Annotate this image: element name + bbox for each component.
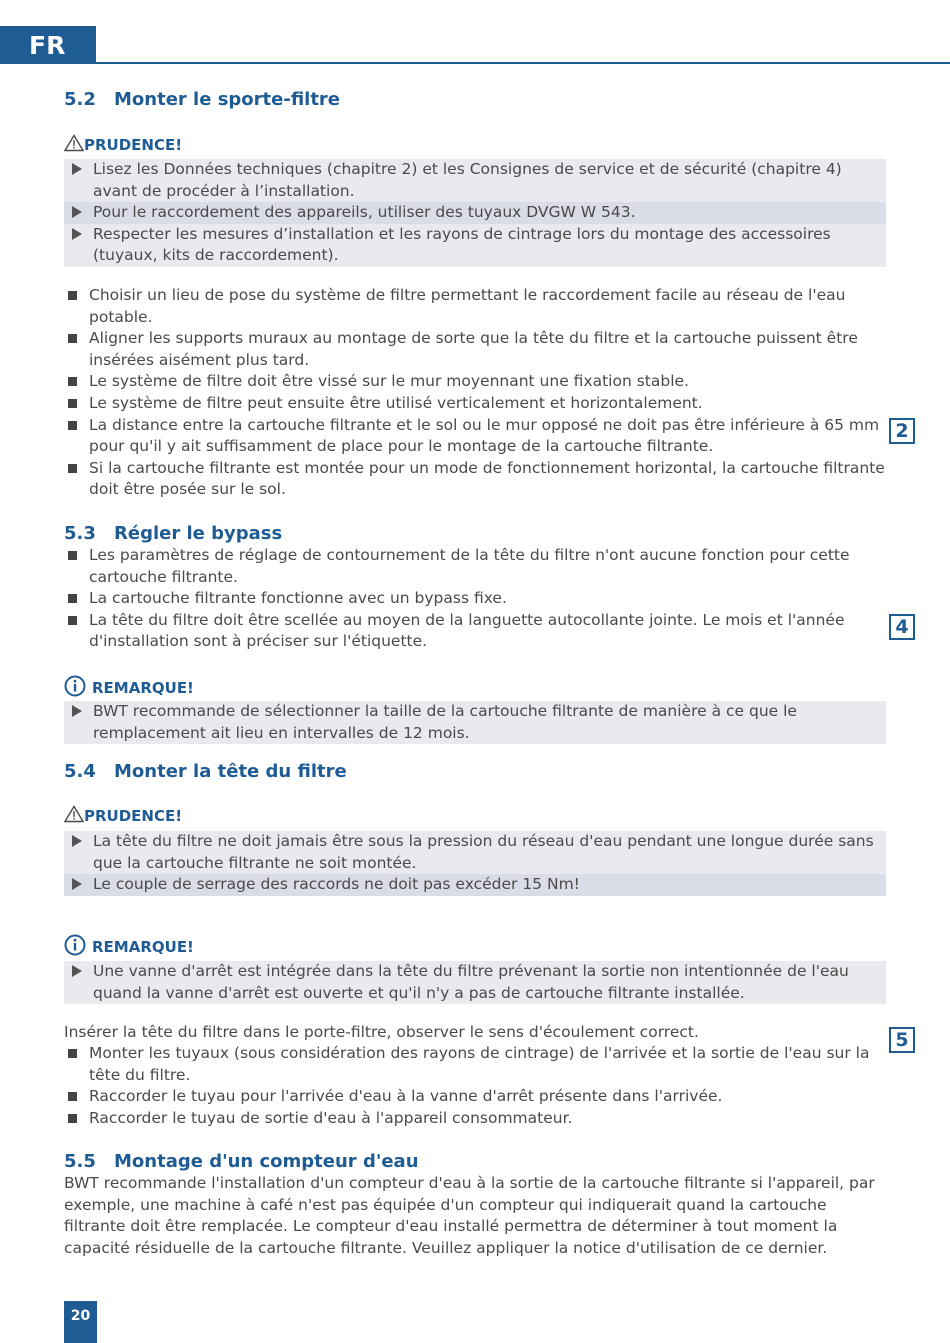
list-item: Les paramètres de réglage de contournement de la tête du filtre n'ont aucune fonction pour cette cartouche filtrante. [64,545,886,588]
info-icon [64,675,86,697]
bullet-list [64,545,886,653]
list-item: La distance entre la cartouche filtrante et le sol ou le mur opposé ne doit pas être inférieure à 65 mm pour qu'il y ait suffisamment de place pour le montage de la cartouche filtrante. [64,415,886,458]
list-item: Aligner les supports muraux au montage de sorte que la tête du filtre et la cartouche puissent être insérées aisément plus tard. [64,328,886,371]
note-label: REMARQUE! [92,679,194,697]
arrow-icon [72,965,82,977]
bullet-icon [68,551,77,560]
caution-label: PRUDENCE! [84,807,183,825]
section-title: Régler le bypass [114,523,283,544]
note-box [64,961,886,1004]
caution-box [64,159,886,267]
list-item: Raccorder le tuyau pour l'arrivée d'eau à la vanne d'arrêt présente dans l'arrivée. [64,1086,886,1108]
note-label: REMARQUE! [92,938,194,956]
caution-heading [64,134,182,155]
figure-reference: 5 [889,1027,915,1053]
section-5-2-heading [64,89,340,111]
bullet-icon [68,464,77,473]
bullet-icon [68,616,77,625]
section-title: Montage d'un compteur d'eau [114,1151,419,1172]
language-tab: FR [0,26,96,64]
section-title: Monter le sporte-filtre [114,89,341,110]
section-number: 5.3 [64,523,96,544]
section-number: 5.4 [64,761,96,782]
section-5-5-heading [64,1151,419,1173]
section-number: 5.2 [64,89,96,110]
caution-box [64,831,886,896]
figure-reference: 4 [889,614,915,640]
arrow-icon [72,228,82,240]
note-heading [64,675,194,699]
bullet-icon [68,334,77,343]
list-item: La tête du filtre doit être scellée au moyen de la languette autocollante jointe. Le mois et l'année d'installation sont à préciser sur l'étiquette. [64,610,886,653]
bullet-icon [68,594,77,603]
warning-icon [64,805,84,823]
note-item: BWT recommande de sélectionner la taille de la cartouche filtrante de manière à ce que le remplacement ait lieu en intervalles de 12 mois. [64,701,886,744]
header-rule [96,62,950,64]
list-item: Raccorder le tuyau de sortie d'eau à l'appareil consommateur. [64,1108,886,1130]
note-box [64,701,886,744]
caution-item: La tête du filtre ne doit jamais être sous la pression du réseau d'eau pendant une longue durée sans que la cartouche filtrante ne soit montée. [64,831,886,874]
bullet-list [64,285,886,501]
note-heading [64,934,194,958]
caution-item: Lisez les Données techniques (chapitre 2) et les Consignes de service et de sécurité (chapitre 4) avant de procéder à l’installation. [64,159,886,202]
arrow-icon [72,878,82,890]
bullet-list [64,1043,886,1129]
figure-reference: 2 [889,418,915,444]
bullet-icon [68,377,77,386]
page-number: 20 [64,1301,97,1343]
info-icon [64,934,86,956]
bullet-icon [68,421,77,430]
warning-icon [64,134,84,152]
bullet-icon [68,1092,77,1101]
list-item: Si la cartouche filtrante est montée pour un mode de fonctionnement horizontal, la cartouche filtrante doit être posée sur le sol. [64,458,886,501]
arrow-icon [72,163,82,175]
arrow-icon [72,705,82,717]
bullet-icon [68,1049,77,1058]
list-item: La cartouche filtrante fonctionne avec un bypass fixe. [64,588,886,610]
section-5-4-heading [64,761,347,783]
intro-paragraph: Insérer la tête du filtre dans le porte-filtre, observer le sens d'écoulement correct. [64,1023,699,1041]
section-title: Monter la tête du filtre [114,761,347,782]
list-item: Le système de filtre peut ensuite être utilisé verticalement et horizontalement. [64,393,886,415]
caution-heading [64,805,182,826]
arrow-icon [72,206,82,218]
body-paragraph: BWT recommande l'installation d'un compteur d'eau à la sortie de la cartouche filtrante si l'appareil, par exemple, une machine à café n'est pas équipée d'un compteur qui indiquerait quand la cartouche filtrante doit être remplacée. Le compteur d'eau installé permettra de déterminer à tout moment la capacité résiduelle de la cartouche filtrante. Veuillez appliquer la notice d'utilisation de ce dernier. [64,1174,875,1257]
section-number: 5.5 [64,1151,96,1172]
note-item: Une vanne d'arrêt est intégrée dans la tête du filtre prévenant la sortie non intentionnée de l'eau quand la vanne d'arrêt est ouverte et qu'il n'y a pas de cartouche filtrante installée. [64,961,886,1004]
bullet-icon [68,1114,77,1123]
caution-item: Respecter les mesures d’installation et les rayons de cintrage lors du montage des accessoires (tuyaux, kits de raccordement). [64,224,886,267]
list-item: Choisir un lieu de pose du système de filtre permettant le raccordement facile au réseau de l'eau potable. [64,285,886,328]
caution-item: Le couple de serrage des raccords ne doit pas excéder 15 Nm! [64,874,886,896]
list-item: Monter les tuyaux (sous considération des rayons de cintrage) de l'arrivée et la sortie de l'eau sur la tête du filtre. [64,1043,886,1086]
list-item: Le système de filtre doit être vissé sur le mur moyennant une fixation stable. [64,371,886,393]
caution-item: Pour le raccordement des appareils, utiliser des tuyaux DVGW W 543. [64,202,886,224]
section-5-3-heading [64,523,282,545]
bullet-icon [68,291,77,300]
bullet-icon [68,399,77,408]
caution-label: PRUDENCE! [84,136,183,154]
arrow-icon [72,835,82,847]
